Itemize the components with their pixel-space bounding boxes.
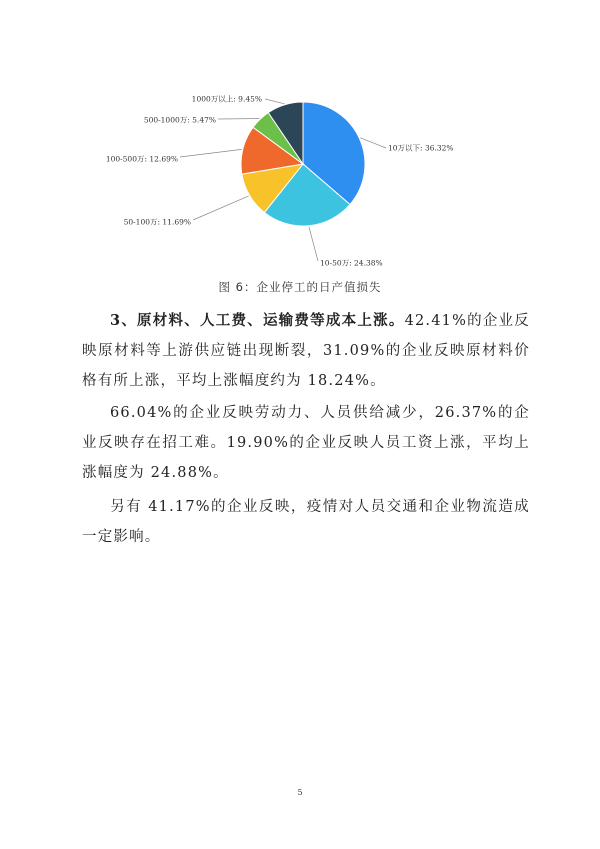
pie-leader-line-1 bbox=[309, 227, 318, 261]
paragraph-labor bbox=[82, 398, 530, 488]
pie-chart bbox=[105, 82, 480, 272]
pie-label-5: 1000万以上: 9.45% bbox=[191, 94, 262, 104]
paragraph-heading: 3、原材料、人工费、运输费等成本上涨。 bbox=[110, 312, 405, 329]
pie-leader-line-3 bbox=[180, 149, 242, 157]
pie-leader-line-0 bbox=[360, 138, 386, 148]
pie-leader-line-2 bbox=[193, 196, 249, 220]
paragraph-body: 66.04%的企业反映劳动力、人员供给减少，26.37%的企业反映存在招工难。19.90%的企业反映人员工资上涨，平均上涨幅度为 24.88%。 bbox=[82, 405, 530, 481]
pie-label-0: 10万以下: 36.32% bbox=[388, 143, 454, 153]
pie-leader-line-5 bbox=[265, 99, 285, 104]
pie-chart-svg bbox=[105, 82, 480, 272]
pie-label-2: 50-100万: 11.69% bbox=[123, 217, 191, 227]
pie-label-3: 100-500万: 12.69% bbox=[105, 154, 178, 164]
paragraph-body: 另有 41.17%的企业反映，疫情对人员交通和企业物流造成一定影响。 bbox=[82, 499, 530, 545]
pie-label-4: 500-1000万: 5.47% bbox=[143, 115, 216, 125]
page-number: 5 bbox=[297, 788, 303, 797]
pie-slices bbox=[241, 102, 365, 226]
paragraph-body: 42.41%的企业反映原材料等上游供应链出现断裂，31.09%的企业反映原材料价格有所上涨，平均上涨幅度约为 18.24%。 bbox=[82, 313, 530, 389]
figure-caption: 图 6：企业停工的日产值损失 bbox=[218, 280, 382, 294]
pie-label-1: 10-50万: 24.38% bbox=[320, 258, 383, 268]
paragraph-logistics bbox=[82, 492, 530, 552]
paragraph-cost-rise bbox=[82, 306, 530, 396]
